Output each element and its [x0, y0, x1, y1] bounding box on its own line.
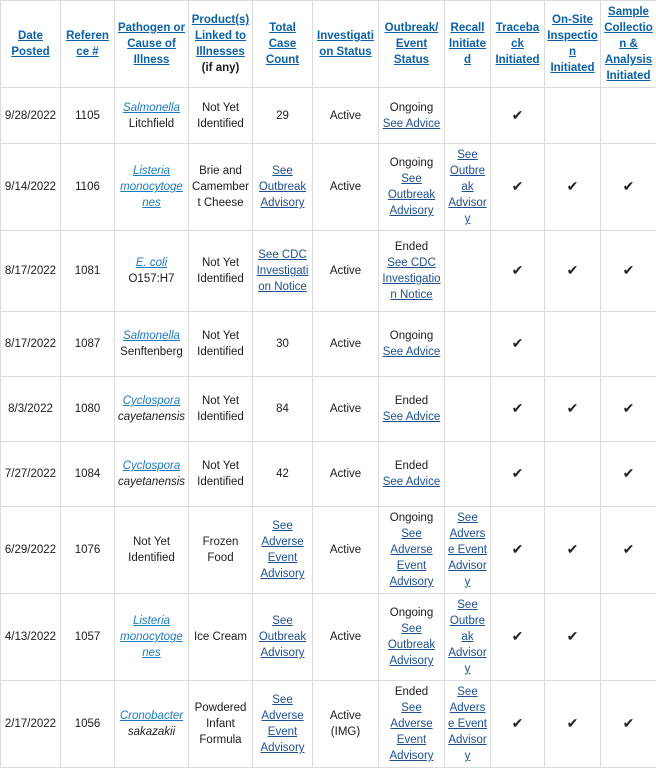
recall-link[interactable]: See Adverse Event Advisory: [447, 510, 488, 590]
case-count-cell: [253, 144, 313, 231]
checkmark-icon: ✔: [512, 400, 524, 416]
outbreak-status-cell: [379, 88, 445, 144]
reference-cell: 1106: [61, 144, 115, 231]
pathogen-link[interactable]: E. coli: [117, 255, 186, 271]
pathogen-cell: [115, 442, 189, 507]
outbreak-status-link[interactable]: See Advice: [381, 474, 442, 490]
traceback-cell: [491, 88, 545, 144]
outbreak-status-link[interactable]: See Advice: [381, 116, 442, 132]
pathogen-cell: [115, 507, 189, 594]
product-cell: Powdered Infant Formula: [189, 681, 253, 768]
column-header-sort-link[interactable]: Sample Collection & Analysis Initiated: [603, 4, 654, 84]
pathogen-link[interactable]: Salmonella: [117, 328, 186, 344]
column-header: [445, 1, 491, 88]
outbreak-status-text: Ended: [381, 393, 442, 409]
column-header-note: (if any): [191, 60, 250, 76]
recall-cell: [445, 594, 491, 681]
outbreak-status-text: Ongoing: [381, 510, 442, 526]
date-posted-cell: 9/28/2022: [1, 88, 61, 144]
checkmark-icon: ✔: [512, 465, 524, 481]
table-row: [1, 681, 656, 768]
traceback-cell: [491, 681, 545, 768]
date-posted-cell: 7/27/2022: [1, 442, 61, 507]
pathogen-link[interactable]: Listeria monocytogenes: [117, 163, 186, 211]
column-header: [379, 1, 445, 88]
pathogen-cell: [115, 144, 189, 231]
recall-link[interactable]: See Outbreak Advisory: [447, 597, 488, 677]
product-cell: Not Yet Identified: [189, 442, 253, 507]
inspection-cell: [545, 442, 601, 507]
column-header-sort-link[interactable]: Date Posted: [3, 28, 58, 60]
date-posted-cell: 8/3/2022: [1, 377, 61, 442]
inspection-cell: [545, 681, 601, 768]
case-count-value: 30: [276, 338, 289, 350]
outbreak-status-text: Ongoing: [381, 605, 442, 621]
sample-collection-cell: [601, 231, 656, 312]
checkmark-icon: ✔: [623, 178, 635, 194]
product-cell: Not Yet Identified: [189, 377, 253, 442]
inspection-cell: [545, 88, 601, 144]
checkmark-icon: ✔: [512, 335, 524, 351]
pathogen-detail: sakazakii: [117, 724, 186, 740]
table-body: [1, 88, 656, 768]
pathogen-detail: cayetanensis: [117, 474, 186, 490]
column-header-sort-link[interactable]: Outbreak/ Event Status: [381, 20, 442, 68]
outbreak-status-link[interactable]: See Adverse Event Advisory: [381, 526, 442, 590]
checkmark-icon: ✔: [567, 178, 579, 194]
column-header: [189, 1, 253, 88]
sample-collection-cell: [601, 88, 656, 144]
pathogen-detail: O157:H7: [117, 271, 186, 287]
pathogen-cell: [115, 88, 189, 144]
table-row: [1, 144, 656, 231]
checkmark-icon: ✔: [567, 628, 579, 644]
column-header: [313, 1, 379, 88]
inspection-cell: [545, 377, 601, 442]
pathogen-link[interactable]: Cyclospora: [117, 393, 186, 409]
checkmark-icon: ✔: [512, 628, 524, 644]
checkmark-icon: ✔: [512, 107, 524, 123]
column-header-sort-link[interactable]: Reference #: [63, 28, 112, 60]
case-count-value: 42: [276, 468, 289, 480]
checkmark-icon: ✔: [512, 715, 524, 731]
checkmark-icon: ✔: [623, 262, 635, 278]
pathogen-cell: [115, 594, 189, 681]
table-header-row: [1, 1, 656, 88]
column-header: [61, 1, 115, 88]
outbreak-status-cell: [379, 442, 445, 507]
pathogen-cell: [115, 312, 189, 377]
outbreak-status-cell: [379, 231, 445, 312]
checkmark-icon: ✔: [567, 541, 579, 557]
checkmark-icon: ✔: [623, 541, 635, 557]
inspection-cell: [545, 594, 601, 681]
outbreak-status-text: Ended: [381, 684, 442, 700]
case-count-cell: [253, 442, 313, 507]
outbreak-status-text: Ongoing: [381, 100, 442, 116]
case-count-cell: [253, 377, 313, 442]
pathogen-detail: Senftenberg: [117, 344, 186, 360]
outbreak-status-text: Ended: [381, 458, 442, 474]
case-count-link[interactable]: See Outbreak Advisory: [255, 163, 310, 211]
outbreak-status-link[interactable]: See Adverse Event Advisory: [381, 700, 442, 764]
investigation-status-cell: Active: [313, 442, 379, 507]
case-count-link[interactable]: See Outbreak Advisory: [255, 613, 310, 661]
product-cell: Ice Cream: [189, 594, 253, 681]
pathogen-link[interactable]: Salmonella: [117, 100, 186, 116]
outbreak-status-link[interactable]: See CDC Investigation Notice: [381, 255, 442, 303]
pathogen-detail: Not Yet Identified: [117, 534, 186, 566]
reference-cell: 1105: [61, 88, 115, 144]
table-row: [1, 88, 656, 144]
product-cell: Not Yet Identified: [189, 88, 253, 144]
column-header: [253, 1, 313, 88]
recall-cell: [445, 442, 491, 507]
recall-link[interactable]: See Adverse Event Advisory: [447, 684, 488, 764]
column-header: [601, 1, 656, 88]
sample-collection-cell: [601, 507, 656, 594]
column-header-sort-link[interactable]: Product(s) Linked to Illnesses: [191, 12, 250, 60]
checkmark-icon: ✔: [567, 262, 579, 278]
outbreak-status-cell: [379, 312, 445, 377]
case-count-link[interactable]: See Adverse Event Advisory: [255, 692, 310, 756]
table-row: [1, 312, 656, 377]
outbreak-status-link[interactable]: See Advice: [381, 344, 442, 360]
pathogen-detail: Litchfield: [117, 116, 186, 132]
reference-cell: 1056: [61, 681, 115, 768]
outbreak-status-text: Ended: [381, 239, 442, 255]
column-header-sort-link[interactable]: Total Case Count: [255, 20, 310, 68]
outbreak-status-cell: [379, 144, 445, 231]
date-posted-cell: 9/14/2022: [1, 144, 61, 231]
sample-collection-cell: [601, 377, 656, 442]
column-header-sort-link[interactable]: Pathogen or Cause of Illness: [117, 20, 186, 68]
investigation-status-cell: Active: [313, 312, 379, 377]
traceback-cell: [491, 312, 545, 377]
checkmark-icon: ✔: [512, 541, 524, 557]
traceback-cell: [491, 144, 545, 231]
table-row: [1, 594, 656, 681]
pathogen-cell: [115, 681, 189, 768]
date-posted-cell: 2/17/2022: [1, 681, 61, 768]
recall-cell: [445, 377, 491, 442]
case-count-value: 29: [276, 110, 289, 122]
product-cell: Brie and Camembert Cheese: [189, 144, 253, 231]
table-row: [1, 377, 656, 442]
sample-collection-cell: [601, 442, 656, 507]
product-cell: Frozen Food: [189, 507, 253, 594]
traceback-cell: [491, 442, 545, 507]
date-posted-cell: 4/13/2022: [1, 594, 61, 681]
column-header-sort-link[interactable]: Investigation Status: [315, 28, 376, 60]
product-cell: Not Yet Identified: [189, 231, 253, 312]
case-count-cell: [253, 594, 313, 681]
table-row: [1, 231, 656, 312]
outbreak-status-cell: [379, 594, 445, 681]
case-count-cell: [253, 88, 313, 144]
column-header: [491, 1, 545, 88]
column-header-sort-link[interactable]: On-Site Inspection Initiated: [547, 12, 598, 76]
recall-cell: [445, 312, 491, 377]
column-header-sort-link[interactable]: Recall Initiated: [447, 20, 488, 68]
sample-collection-cell: [601, 681, 656, 768]
reference-cell: 1080: [61, 377, 115, 442]
recall-cell: [445, 144, 491, 231]
investigation-status-cell: Active: [313, 144, 379, 231]
checkmark-icon: ✔: [567, 400, 579, 416]
reference-cell: 1081: [61, 231, 115, 312]
date-posted-cell: 8/17/2022: [1, 312, 61, 377]
pathogen-link[interactable]: Listeria monocytogenes: [117, 613, 186, 661]
column-header: [1, 1, 61, 88]
case-count-value: 84: [276, 403, 289, 415]
sample-collection-cell: [601, 312, 656, 377]
checkmark-icon: ✔: [512, 178, 524, 194]
recall-cell: [445, 681, 491, 768]
recall-cell: [445, 231, 491, 312]
recall-cell: [445, 507, 491, 594]
investigation-status-cell: Active: [313, 507, 379, 594]
case-count-cell: [253, 312, 313, 377]
case-count-link[interactable]: See Adverse Event Advisory: [255, 518, 310, 582]
checkmark-icon: ✔: [567, 715, 579, 731]
recall-link[interactable]: See Outbreak Advisory: [447, 147, 488, 227]
column-header: [545, 1, 601, 88]
traceback-cell: [491, 507, 545, 594]
table-row: [1, 442, 656, 507]
reference-cell: 1076: [61, 507, 115, 594]
outbreak-status-cell: [379, 377, 445, 442]
reference-cell: 1084: [61, 442, 115, 507]
traceback-cell: [491, 231, 545, 312]
outbreak-status-cell: [379, 681, 445, 768]
product-cell: Not Yet Identified: [189, 312, 253, 377]
outbreak-status-text: Ongoing: [381, 328, 442, 344]
outbreak-status-text: Ongoing: [381, 155, 442, 171]
checkmark-icon: ✔: [623, 400, 635, 416]
traceback-cell: [491, 594, 545, 681]
traceback-cell: [491, 377, 545, 442]
pathogen-cell: [115, 231, 189, 312]
investigation-status-cell: Active: [313, 594, 379, 681]
checkmark-icon: ✔: [623, 715, 635, 731]
inspection-cell: [545, 312, 601, 377]
reference-cell: 1087: [61, 312, 115, 377]
case-count-cell: [253, 507, 313, 594]
inspection-cell: [545, 144, 601, 231]
investigation-status-cell: Active: [313, 88, 379, 144]
investigation-status-cell: Active: [313, 377, 379, 442]
checkmark-icon: ✔: [512, 262, 524, 278]
investigation-status-cell: Active (IMG): [313, 681, 379, 768]
recall-cell: [445, 88, 491, 144]
investigation-status-cell: Active: [313, 231, 379, 312]
pathogen-cell: [115, 377, 189, 442]
reference-cell: 1057: [61, 594, 115, 681]
outbreak-status-link[interactable]: See Outbreak Advisory: [381, 621, 442, 669]
case-count-cell: [253, 681, 313, 768]
case-count-cell: [253, 231, 313, 312]
pathogen-link[interactable]: Cyclospora: [117, 458, 186, 474]
date-posted-cell: 8/17/2022: [1, 231, 61, 312]
outbreak-status-link[interactable]: See Advice: [381, 409, 442, 425]
date-posted-cell: 6/29/2022: [1, 507, 61, 594]
pathogen-link[interactable]: Cronobacter: [117, 708, 186, 724]
sample-collection-cell: [601, 594, 656, 681]
case-count-link[interactable]: See CDC Investigation Notice: [255, 247, 310, 295]
outbreak-status-cell: [379, 507, 445, 594]
sample-collection-cell: [601, 144, 656, 231]
inspection-cell: [545, 231, 601, 312]
checkmark-icon: ✔: [623, 465, 635, 481]
table-row: [1, 507, 656, 594]
column-header: [115, 1, 189, 88]
pathogen-detail: cayetanensis: [117, 409, 186, 425]
inspection-cell: [545, 507, 601, 594]
outbreak-status-link[interactable]: See Outbreak Advisory: [381, 171, 442, 219]
column-header-sort-link[interactable]: Traceback Initiated: [493, 20, 542, 68]
